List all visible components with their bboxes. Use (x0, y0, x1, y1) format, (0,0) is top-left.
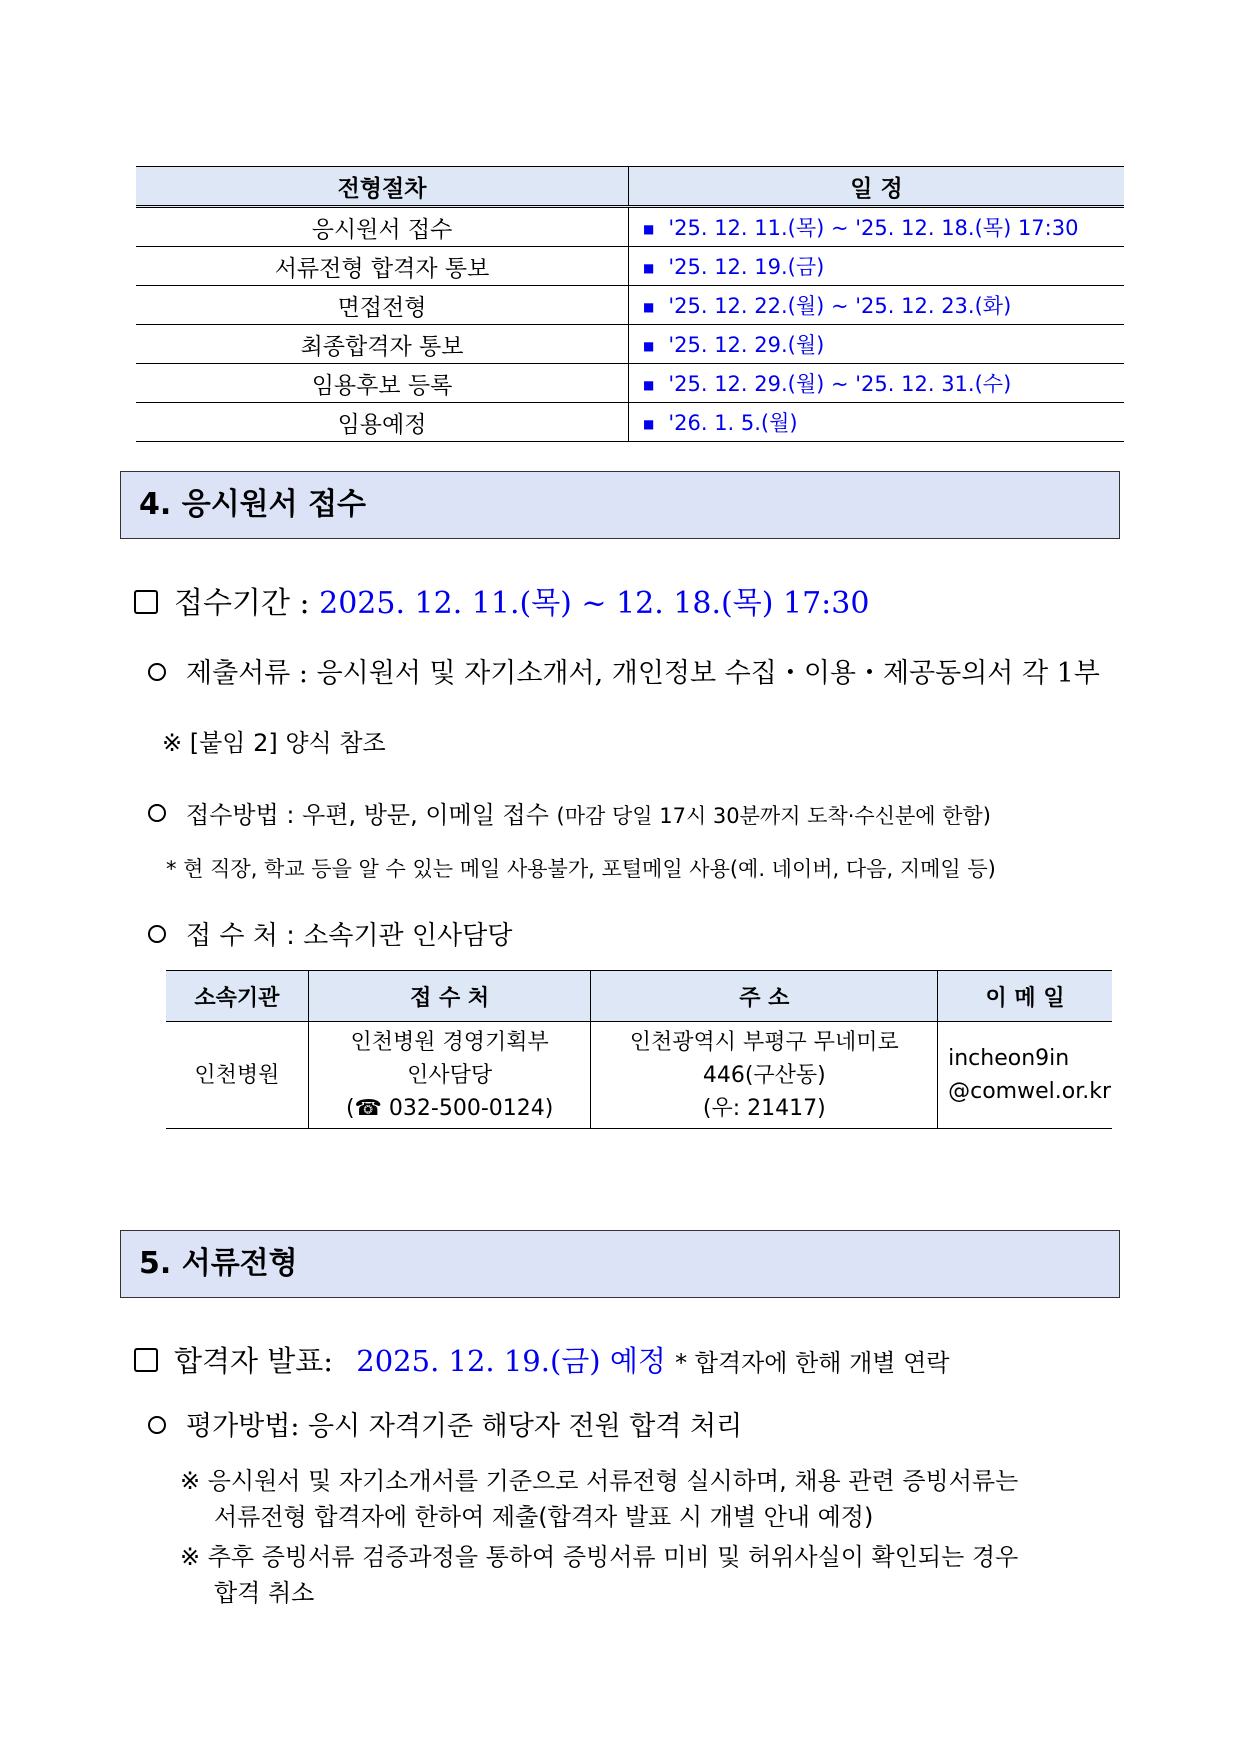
office-dept (308, 1022, 591, 1129)
schedule-header-row (136, 167, 1124, 207)
note2-line2: 합격 취소 (214, 1579, 315, 1607)
docs-text: 제출서류 : 응시원서 및 자기소개서, 개인정보 수집・이용・제공동의서 각 1부 (186, 658, 1100, 689)
office-email (938, 1022, 1112, 1129)
table-row (136, 325, 1124, 364)
schedule-date: '25. 12. 22.(월) ~ '25. 12. 23.(화) (668, 294, 1012, 318)
announce-note: * 합격자에 한해 개별 연락 (675, 1349, 950, 1377)
office-dept-name: 인천병원 경영기획부 (350, 1029, 549, 1055)
office-header-email: 이 메 일 (938, 971, 1112, 1022)
eval-line (148, 1404, 742, 1443)
schedule-date: '25. 12. 29.(월) ~ '25. 12. 31.(수) (668, 372, 1012, 396)
schedule-step: 응시원서 접수 (136, 207, 629, 247)
square-bullet-icon: ■ (643, 339, 655, 353)
schedule-step: 임용예정 (136, 403, 629, 442)
method-note: (마감 당일 17시 30분까지 도착·수신분에 한함) (556, 804, 991, 828)
office-addr-line2: 446(구산동) (702, 1062, 826, 1088)
schedule-date: '26. 1. 5.(월) (668, 411, 798, 435)
circle-bullet-icon (148, 804, 166, 822)
table-row (136, 364, 1124, 403)
table-row (136, 247, 1124, 286)
office-header-addr: 주 소 (591, 971, 938, 1022)
office-address (591, 1022, 938, 1129)
period-label: 접수기간 : (174, 586, 310, 621)
table-row (166, 1022, 1112, 1129)
place-text: 접 수 처 : 소속기관 인사담당 (186, 921, 513, 951)
office-header-org: 소속기관 (166, 971, 308, 1022)
note2-line1: ※ 추후 증빙서류 검증과정을 통하여 증빙서류 미비 및 허위사실이 확인되는 경우 (180, 1543, 1019, 1571)
table-row (136, 286, 1124, 325)
period-line (134, 578, 869, 622)
place-line (148, 915, 512, 952)
office-zip: (우: 21417) (702, 1095, 826, 1121)
checkbox-square-icon (134, 590, 158, 614)
schedule-step: 서류전형 합격자 통보 (136, 247, 629, 286)
checkbox-square-icon (134, 1348, 158, 1372)
schedule-table (136, 166, 1124, 442)
square-bullet-icon: ■ (643, 222, 655, 236)
office-email-line1: incheon9in (948, 1046, 1070, 1071)
eval-text: 평가방법: 응시 자격기준 해당자 전원 합격 처리 (186, 1411, 743, 1442)
method-sub: * 현 직장, 학교 등을 알 수 있는 메일 사용불가, 포털메일 사용(예. 네이버, 다음, 지메일 등) (166, 857, 996, 881)
office-header-dept: 접 수 처 (308, 971, 591, 1022)
section-5-header: 5. 서류전형 (120, 1230, 1120, 1298)
section-4-header: 4. 응시원서 접수 (120, 471, 1120, 539)
circle-bullet-icon (148, 925, 166, 943)
office-org: 인천병원 (166, 1022, 308, 1129)
office-dept-team: 인사담당 (407, 1062, 493, 1088)
period-value: 2025. 12. 11.(목) ~ 12. 18.(목) 17:30 (319, 586, 870, 621)
schedule-step: 임용후보 등록 (136, 364, 629, 403)
office-header-row (166, 971, 1112, 1022)
office-addr-line1: 인천광역시 부평구 무네미로 (629, 1029, 899, 1055)
announce-line (134, 1339, 949, 1380)
office-phone: (☎ 032-500-0124) (345, 1095, 554, 1121)
square-bullet-icon: ■ (643, 417, 655, 431)
square-bullet-icon: ■ (643, 300, 655, 314)
square-bullet-icon: ■ (643, 378, 655, 392)
announce-value: 2025. 12. 19.(금) 예정 (356, 1344, 666, 1378)
office-table (166, 970, 1112, 1129)
note1-line1: ※ 응시원서 및 자기소개서를 기준으로 서류전형 실시하며, 채용 관련 증빙서류는 (180, 1467, 1019, 1495)
docs-note: ※ [붙임 2] 양식 참조 (162, 729, 386, 757)
method-line (148, 795, 991, 830)
schedule-date: '25. 12. 19.(금) (668, 255, 825, 279)
table-row (136, 403, 1124, 442)
docs-line (148, 651, 1100, 690)
office-email-line2: @comwel.or.kr (948, 1079, 1111, 1104)
circle-bullet-icon (148, 1416, 166, 1434)
schedule-step: 면접전형 (136, 286, 629, 325)
schedule-date: '25. 12. 11.(목) ~ '25. 12. 18.(목) 17:30 (668, 216, 1079, 240)
square-bullet-icon: ■ (643, 261, 655, 275)
schedule-header-step: 전형절차 (136, 167, 629, 207)
schedule-date: '25. 12. 29.(월) (668, 333, 825, 357)
table-row (136, 207, 1124, 247)
announce-label: 합격자 발표: (174, 1344, 334, 1378)
schedule-header-date: 일 정 (629, 167, 1125, 207)
circle-bullet-icon (148, 663, 166, 681)
schedule-step: 최종합격자 통보 (136, 325, 629, 364)
method-label: 접수방법 : 우편, 방문, 이메일 접수 (186, 801, 549, 829)
note1-line2: 서류전형 합격자에 한하여 제출(합격자 발표 시 개별 안내 예정) (214, 1503, 874, 1531)
